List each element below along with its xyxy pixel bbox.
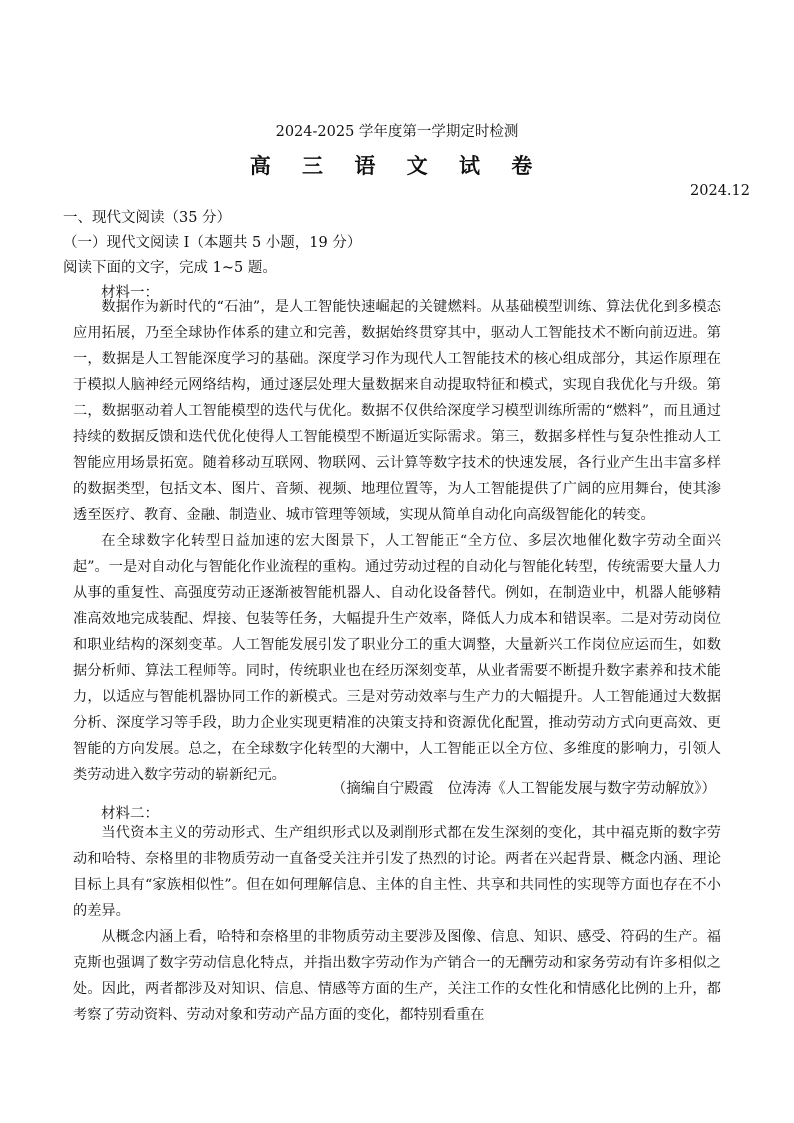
material2-body <box>73 820 721 1028</box>
material1-body <box>73 294 721 788</box>
exam-date: 2024.12 <box>690 183 750 199</box>
exam-title: 高 三 语 文 试 卷 <box>249 153 545 178</box>
section-subheading: （一）现代文阅读 I（本题共 5 小题，19 分） <box>63 235 362 251</box>
material1-paragraph: 数据作为新时代的“石油”，是人工智能快速崛起的关键燃料。从基础模型训练、算法优化到多模态应用拓展，乃至全球协作体系的建立和完善，数据始终贯穿其中，驱动人工智能技术不断向前迈进。第一，数据是人工智能深度学习的基础。深度学习作为现代人工智能技术的核心组成部分，其运作原理在于模拟人脑神经元网络结构，通过逐层处理大量数据来自动提取特征和模式，实现自我优化与升级。第二，数据驱动着人工智能模型的迭代与优化。数据不仅供给深度学习模型训练所需的“燃料”，而且通过持续的数据反馈和迭代优化使得人工智能模型不断逼近实际需求。第三，数据多样性与复杂性推动人工智能应用场景拓宽。随着移动互联网、物联网、云计算等数字技术的快速发展，各行业产生出丰富多样的数据类型，包括文本、图片、音频、视频、地理位置等，为人工智能提供了广阔的应用舞台，使其渗透至医疗、教育、金融、制造业、城市管理等领域，实现从简单自动化向高级智能化的转变。 <box>73 299 721 523</box>
material1-source: （摘编自宁殿霞 位涛涛《人工智能发展与数字劳动解放》） <box>331 781 716 797</box>
material2-paragraph: 当代资本主义的劳动形式、生产组织形式以及剥削形式都在发生深刻的变化，其中福克斯的数字劳动和哈特、奈格里的非物质劳动一直备受关注并引发了热烈的讨论。两者在兴起背景、概念内涵、理论目标上具有“家族相似性”。但在如何理解信息、主体的自主性、共享和共同性的实现等方面也存在不小的差异。 <box>73 825 721 919</box>
material1-label: 材料一： <box>101 285 159 301</box>
section-instruction: 阅读下面的文字，完成 1~5 题。 <box>63 260 277 276</box>
material1-paragraph: 在全球数字化转型日益加速的宏大图景下，人工智能正“全方位、多层次地催化数字劳动全面兴起”。一是对自动化与智能化作业流程的重构。通过劳动过程的自动化与智能化转型，传统需要大量人力从事的重复性、高强度劳动正逐渐被智能机器人、自动化设备替代。例如，在制造业中，机器人能够精准高效地完成装配、焊接、包装等任务，大幅提升生产效率，降低人力成本和错误率。二是对劳动岗位和职业结构的深刻变革。人工智能发展引发了职业分工的重大调整，大量新兴工作岗位应运而生，如数据分析师、算法工程师等。同时，传统职业也在经历深刻变革，从业者需要不断提升数字素养和技术能力，以适应与智能机器协同工作的新模式。三是对劳动效率与生产力的大幅提升。人工智能通过大数据分析、深度学习等手段，助力企业实现更精准的决策支持和资源优化配置，推动劳动方式向更高效、更智能的方向发展。总之，在全球数字化转型的大潮中，人工智能正以全方位、多维度的影响力，引领人类劳动进入数字劳动的崭新纪元。 <box>73 533 721 783</box>
material2-paragraph: 从概念内涵上看，哈特和奈格里的非物质劳动主要涉及图像、信息、知识、感受、符码的生产。福克斯也强调了数字劳动信息化特点，并指出数字劳动作为产销合一的无酬劳动和家务劳动有许多相似之处。因此，两者都涉及对知识、信息、情感等方面的生产，关注工作的女性化和情感化比例的上升，都考察了劳动资料、劳动对象和劳动产品方面的变化，都特别看重在 <box>73 929 721 1023</box>
section-heading: 一、现代文阅读（35 分） <box>63 210 232 226</box>
exam-subtitle: 2024-2025 学年度第一学期定时检测 <box>275 124 519 140</box>
material2-label: 材料二： <box>101 806 159 822</box>
